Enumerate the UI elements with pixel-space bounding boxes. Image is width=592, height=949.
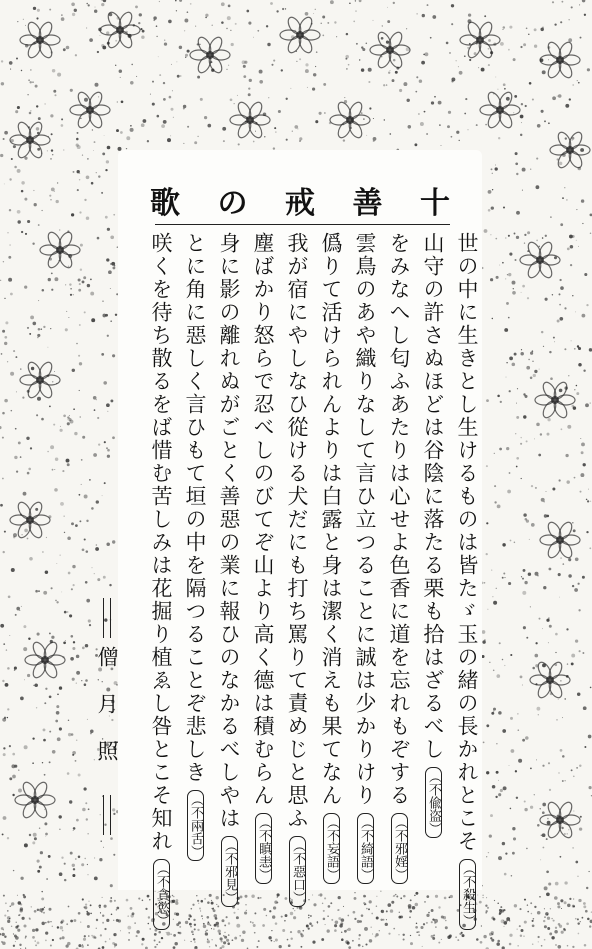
- title-char: 戒: [285, 186, 315, 221]
- verse-text: 咲くを待ち散るをば惜む苦しみは花掘り植ゑし咎とこそ知れ: [149, 232, 173, 853]
- signature-name: 僧月照: [95, 646, 119, 787]
- verse-4: [350, 232, 379, 884]
- verse-text: 塵ばかり怒らで忍べしのびてぞ山より高く德は積むらん: [251, 232, 275, 807]
- verse-note: （不貪慾）: [153, 859, 170, 930]
- verse-6: [282, 232, 311, 907]
- verse-note: （不惡口）: [289, 836, 306, 907]
- title-rule: [155, 224, 450, 225]
- verse-note: （不妄語）: [323, 813, 340, 884]
- verse-2: [418, 232, 447, 838]
- verse-text: をみなへし匂ふあたりは心せよ色香に道を忘れもぞする: [387, 232, 411, 807]
- verse-note: （不偸盗）: [425, 767, 442, 838]
- verse-5: [316, 232, 345, 884]
- signature: [92, 598, 121, 835]
- verse-note: （不瞋恚）: [255, 813, 272, 884]
- verse-text: 雲鳥のあや織りなして言ひ立つることに誠は少かりけり: [353, 232, 377, 807]
- title-char: 十: [420, 186, 450, 221]
- verse-note: （不邪婬）: [391, 813, 408, 884]
- verse-text: 我が宿にやしなひ從ける犬だにも打ち罵りて責めじと思ふ: [285, 232, 309, 830]
- title-char: の: [217, 186, 248, 221]
- title-char: 歌: [150, 186, 180, 221]
- verse-note: （不綺語）: [357, 813, 374, 884]
- verse-7: [248, 232, 277, 884]
- page-title: [150, 178, 450, 221]
- verse-9: [180, 232, 209, 861]
- verse-text: とに角に惡しく言ひもて垣の中を隔つることぞ悲しき: [183, 232, 207, 784]
- verse-note: （不邪見）: [221, 836, 238, 907]
- verse-note: （不殺生）: [459, 859, 476, 930]
- title-char: 善: [352, 186, 383, 221]
- verse-text: 山守の許さぬほどは谷陰に落たる栗も拾はざるべし: [421, 232, 445, 761]
- verse-8: [214, 232, 243, 907]
- verse-note: （不兩舌）: [187, 790, 204, 861]
- verse-text: 僞りて活けられんよりは白露と身は潔く消えも果てなん: [319, 232, 343, 807]
- verse-1: [452, 232, 481, 930]
- verse-3: [384, 232, 413, 884]
- verse-10: [146, 232, 175, 930]
- verse-text: 身に影の離れぬがごとく善惡の業に報ひのなかるべしやは: [217, 232, 241, 830]
- signature-rule-bottom: [103, 795, 111, 835]
- verse-text: 世の中に生きとし生けるものは皆たゞ玉の緒の長かれとこそ: [455, 232, 479, 853]
- signature-rule-top: [103, 598, 111, 638]
